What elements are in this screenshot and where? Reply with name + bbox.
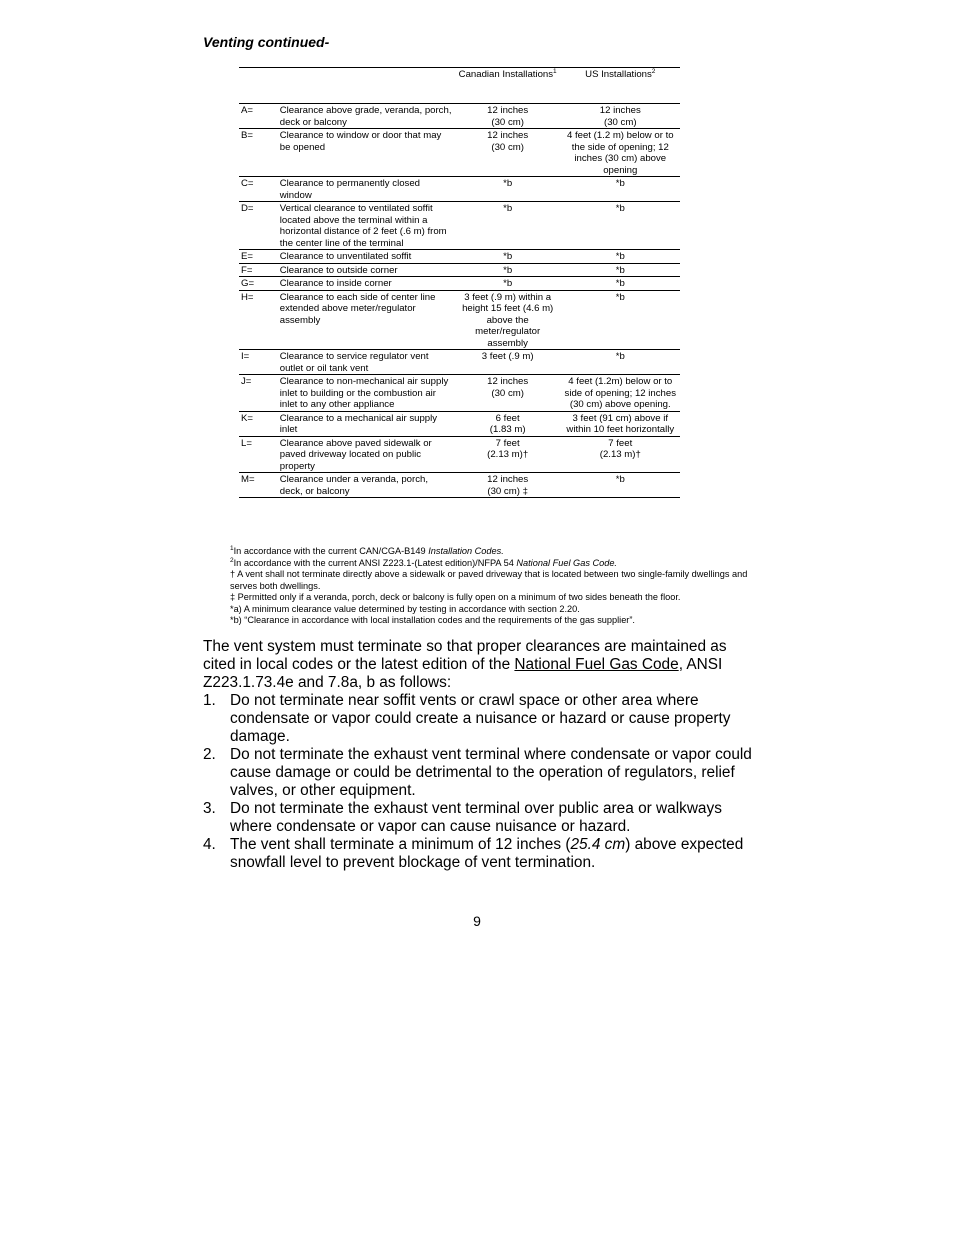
row-description: Clearance above grade, veranda, porch, deck or balcony	[279, 105, 452, 128]
table-row	[239, 277, 680, 291]
clearance-table	[239, 67, 680, 498]
intro-paragraph: The vent system must terminate so that proper clearances are maintained as cited in local codes or the latest edition of the National Fuel Gas Code, ANSI Z223.1.73.4e and 7.8a, b as follows:	[203, 638, 727, 691]
row-description: Clearance under a veranda, porch, deck, or balcony	[279, 474, 429, 497]
row-description: Clearance to service regulator vent outlet or oil tank vent	[279, 351, 429, 374]
row-us-value: *b	[615, 178, 625, 189]
row-us-value: 4 feet (1.2m) below or to side of opening; 12 inches (30 cm) above opening.	[564, 376, 677, 410]
row-canadian-value: 12 inches (30 cm)	[487, 105, 529, 128]
row-description: Clearance above paved sidewalk or paved driveway located on public property	[279, 437, 432, 472]
table-row	[239, 263, 680, 277]
row-letter: C=	[241, 178, 254, 189]
row-letter: I=	[241, 351, 250, 362]
row-us-value: *b	[615, 203, 625, 214]
row-us-value: *b	[615, 278, 625, 289]
footnote-1: $^1$In accordance with the current CAN/CGA-B149 Installation Codes.	[230, 544, 504, 556]
footnote-dagger: † A vent shall not terminate directly above a sidewalk or paved driveway that is located between two single-family dwellings and serves both dwellings.	[230, 569, 748, 591]
row-letter: H=	[241, 291, 254, 303]
row-letter: L=	[241, 437, 252, 449]
row-canadian-value: 3 feet (.9 m) within a height 15 feet (4.6 m) above the meter/regulator assembly	[462, 291, 554, 349]
row-us-value: 12 inches (30 cm)	[599, 105, 641, 128]
row-letter: E=	[241, 251, 254, 262]
table-row	[239, 436, 680, 473]
row-us-value: *b	[615, 291, 625, 303]
row-us-value: 4 feet (1.2 m) below or to the side of opening; 12 inches (30 cm) above opening	[566, 130, 674, 176]
body-text	[203, 638, 763, 872]
table-row	[239, 202, 680, 250]
row-canadian-value: 6 feet (1.83 m)	[489, 412, 526, 435]
table-row	[239, 290, 680, 350]
row-us-value: 7 feet (2.13 m)†	[599, 437, 641, 460]
row-canadian-value: 12 inches (30 cm)	[487, 130, 529, 153]
termination-steps	[203, 692, 763, 872]
row-canadian-value: 3 feet (.9 m)	[481, 351, 534, 362]
section-heading: Venting continued-	[203, 34, 330, 50]
row-letter: D=	[241, 203, 254, 214]
header-us: US Installations$^2$	[585, 67, 656, 80]
row-description: Clearance to each side of center line extended above meter/regulator assembly	[279, 291, 436, 326]
page-number: 9	[473, 913, 481, 929]
row-description: Clearance to inside corner	[279, 278, 392, 289]
row-letter: A=	[241, 105, 254, 116]
row-canadian-value: *b	[503, 203, 513, 214]
list-item: 1. Do not terminate near soffit vents or crawl space or other area where condensate or vapor could create a nuisance or hazard or cause property damage.	[203, 692, 731, 745]
row-description: Clearance to a mechanical air supply inlet	[279, 412, 438, 435]
fuel-gas-code-reference: National Fuel Gas Code	[514, 656, 679, 673]
row-description: Clearance to window or door that may be opened	[279, 130, 442, 153]
table-row	[239, 375, 680, 412]
row-canadian-value: *b	[503, 178, 513, 189]
header-description	[278, 68, 455, 104]
table-row	[239, 129, 680, 177]
row-letter: F=	[241, 264, 253, 276]
table-row	[239, 104, 680, 129]
footnote-b: *b) “Clearance in accordance with local installation codes and the requirements of the gas supplier”.	[230, 615, 635, 625]
table-row	[239, 473, 680, 498]
row-us-value: 3 feet (91 cm) above if within 10 feet horizontally	[566, 412, 675, 435]
table-footnotes	[230, 546, 750, 627]
table-header-row	[239, 68, 680, 104]
header-canadian: Canadian Installations$^1$	[458, 67, 557, 80]
table-row	[239, 250, 680, 264]
row-description: Clearance to unventilated soffit	[279, 251, 412, 262]
list-item: 2. Do not terminate the exhaust vent terminal where condensate or vapor could cause damage or could be detrimental to the operation of regulators, relief valves, or other equipment.	[203, 746, 752, 799]
row-letter: G=	[241, 278, 255, 289]
table-row	[239, 411, 680, 436]
row-description: Clearance to permanently closed window	[279, 178, 421, 201]
footnote-2: $^2$In accordance with the current ANSI Z223.1-(Latest edition)/NFPA 54 National Fuel Gas Code.	[230, 556, 617, 568]
row-us-value: *b	[615, 351, 625, 362]
row-us-value: *b	[615, 264, 625, 276]
row-letter: J=	[241, 376, 252, 387]
row-canadian-value: 7 feet (2.13 m)†	[487, 437, 529, 460]
row-us-value: *b	[615, 474, 625, 485]
table-row	[239, 177, 680, 202]
row-canadian-value: *b	[503, 278, 513, 289]
row-canadian-value: *b	[503, 251, 513, 262]
row-us-value: *b	[615, 251, 625, 262]
list-item: 3. Do not terminate the exhaust vent terminal over public area or walkways where condensate or vapor can cause nuisance or hazard.	[203, 800, 722, 835]
row-description: Clearance to outside corner	[279, 264, 398, 276]
table-row	[239, 350, 680, 375]
list-item: 4. The vent shall terminate a minimum of 12 inches (25.4 cm) above expected snowfall level to prevent blockage of vent termination.	[203, 836, 744, 871]
row-canadian-value: 12 inches (30 cm)	[487, 376, 529, 399]
row-letter: B=	[241, 130, 254, 141]
footnote-a: *a) A minimum clearance value determined by testing in accordance with section 2.20.	[230, 603, 580, 614]
row-canadian-value: *b	[503, 264, 513, 276]
row-description: Clearance to non-mechanical air supply inlet to building or the combustion air inlet to any other appliance	[279, 376, 449, 410]
row-letter: M=	[241, 474, 255, 485]
header-letter	[239, 68, 278, 104]
row-description: Vertical clearance to ventilated soffit located above the terminal within a horizontal distance of 2 feet (.6 m) from the center line of the terminal	[279, 203, 447, 249]
row-canadian-value: 12 inches (30 cm) ‡	[487, 474, 529, 497]
footnote-double-dagger: ‡ Permitted only if a veranda, porch, deck or balcony is fully open on a minimum of two sides beneath the floor.	[230, 592, 681, 602]
row-letter: K=	[241, 412, 254, 424]
